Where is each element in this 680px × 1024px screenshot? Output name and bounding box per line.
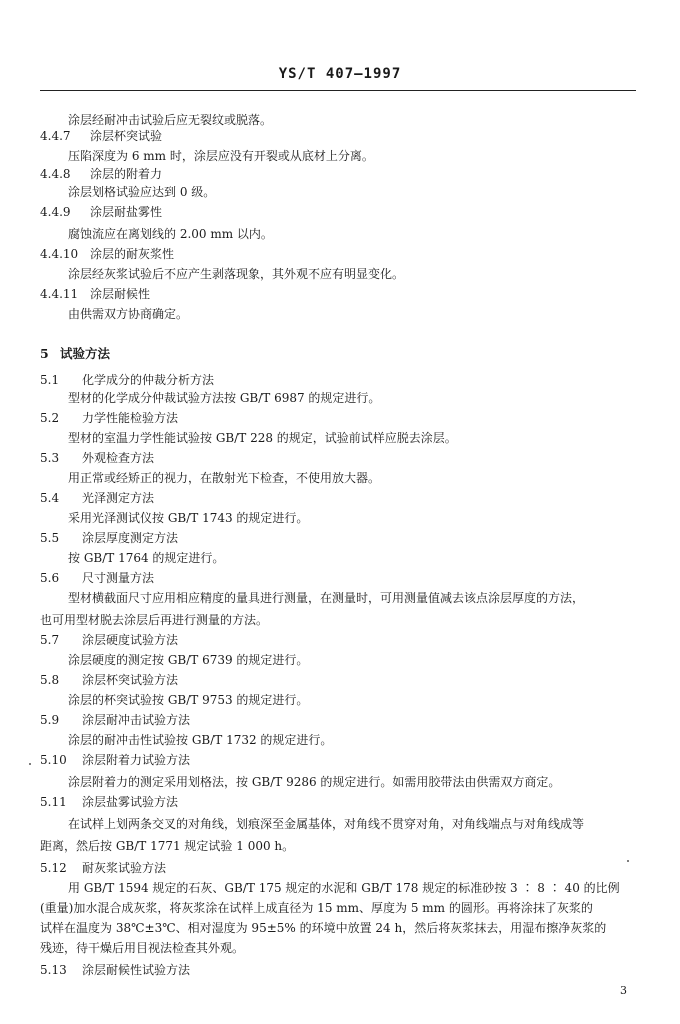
- clause-text: 型材横截面尺寸应用相应精度的量具进行测量，在测量时，可用测量值减去该点涂层厚度的方法，: [68, 591, 585, 605]
- text-line-l10: [40, 286, 150, 302]
- text-line-l35: [68, 816, 584, 832]
- clause-text: 涂层硬度试验方法: [82, 633, 179, 647]
- clause-text: 试验方法: [60, 346, 111, 361]
- text-line-l06: [40, 204, 162, 220]
- text-line-l24: [68, 590, 584, 606]
- scan-speck: [627, 860, 629, 862]
- clause-number: 5.6: [40, 571, 60, 585]
- clause-number: 4.4.7: [40, 129, 71, 143]
- text-line-l39: [40, 900, 593, 916]
- text-line-l31: [68, 732, 332, 748]
- text-line-l19: [40, 490, 154, 506]
- text-line-l22: [68, 550, 224, 566]
- clause-number: 5.2: [40, 411, 60, 425]
- clause-number: 5.10: [40, 753, 67, 767]
- clause-text: 涂层附着力试验方法: [82, 753, 191, 767]
- clause-text: 涂层耐候性试验方法: [82, 963, 191, 977]
- text-line-l21: [40, 530, 178, 546]
- text-line-l17: [40, 450, 154, 466]
- text-line-l01: [68, 112, 272, 128]
- clause-text: 型材的室温力学性能试验按 GB/T 228 的规定，试验前试样应脱去涂层。: [68, 431, 457, 445]
- text-line-l37: [40, 860, 166, 876]
- header-rule: [40, 90, 636, 91]
- text-line-l27: [68, 652, 308, 668]
- text-line-l28: [40, 672, 178, 688]
- text-line-l02: [40, 128, 162, 144]
- text-line-l26: [40, 632, 178, 648]
- clause-text: 型材的化学成分仲裁试验方法按 GB/T 6987 的规定进行。: [68, 391, 381, 405]
- text-line-l11: [68, 306, 188, 322]
- clause-text: 由供需双方协商确定。: [68, 307, 189, 321]
- text-line-l05: [68, 184, 215, 200]
- clause-text: 涂层的耐灰浆性: [90, 247, 175, 261]
- text-line-l07: [68, 226, 273, 242]
- clause-number: 4.4.10: [40, 247, 79, 261]
- text-line-l16: [68, 430, 457, 446]
- clause-text: 涂层划格试验应达到 0 级。: [68, 185, 216, 199]
- clause-text: 涂层经耐冲击试验后应无裂纹或脱落。: [68, 113, 273, 127]
- clause-text: 涂层的附着力: [90, 167, 163, 181]
- clause-text: 采用光泽测试仪按 GB/T 1743 的规定进行。: [68, 511, 309, 525]
- clause-number: 5.5: [40, 531, 60, 545]
- text-line-l38: [68, 880, 620, 896]
- text-line-l13: [40, 372, 214, 388]
- text-line-l04: [40, 166, 162, 182]
- clause-text: 压陷深度为 6 mm 时，涂层应没有开裂或从底材上分离。: [68, 149, 374, 163]
- clause-text: 涂层经灰浆试验后不应产生剥落现象，其外观不应有明显变化。: [68, 267, 405, 281]
- clause-text: 光泽测定方法: [82, 491, 155, 505]
- clause-text: 尺寸测量方法: [82, 571, 155, 585]
- clause-text: 残迹，待干燥后用目视法检查其外观。: [40, 941, 245, 955]
- text-line-l23: [40, 570, 154, 586]
- text-line-l25: [40, 612, 268, 628]
- clause-text: 耐灰浆试验方法: [82, 861, 167, 875]
- clause-text: 涂层杯突试验方法: [82, 673, 179, 687]
- clause-text: 也可用型材脱去涂层后再进行测量的方法。: [40, 613, 269, 627]
- clause-text: 化学成分的仲裁分析方法: [82, 373, 215, 387]
- clause-text: 涂层的杯突试验按 GB/T 9753 的规定进行。: [68, 693, 309, 707]
- clause-text: 距离，然后按 GB/T 1771 规定试验 1 000 h。: [40, 839, 295, 853]
- clause-number: 4.4.8: [40, 167, 71, 181]
- clause-text: 涂层厚度测定方法: [82, 531, 179, 545]
- text-line-l08: [40, 246, 174, 262]
- clause-number: 4.4.9: [40, 205, 71, 219]
- clause-number: 5.1: [40, 373, 60, 387]
- clause-text: 涂层耐冲击试验方法: [82, 713, 191, 727]
- clause-text: 涂层杯突试验: [90, 129, 163, 143]
- clause-number: 5.3: [40, 451, 60, 465]
- text-line-l18: [68, 470, 380, 486]
- clause-number: 5.13: [40, 963, 67, 977]
- clause-number: 5: [40, 346, 49, 361]
- clause-number: 5.11: [40, 795, 67, 809]
- clause-text: 涂层的耐冲击性试验按 GB/T 1732 的规定进行。: [68, 733, 333, 747]
- clause-number: 4.4.11: [40, 287, 79, 301]
- clause-number: 5.8: [40, 673, 60, 687]
- text-line-l41: [40, 940, 244, 956]
- clause-text: 在试样上划两条交叉的对角线，划痕深至金属基体，对角线不贯穿对角，对角线端点与对角线成等: [68, 817, 585, 831]
- text-line-l32: [40, 752, 190, 768]
- clause-text: 按 GB/T 1764 的规定进行。: [68, 551, 225, 565]
- text-line-l42: [40, 962, 190, 978]
- clause-text: 涂层硬度的测定按 GB/T 6739 的规定进行。: [68, 653, 309, 667]
- text-line-l33: [68, 774, 560, 790]
- clause-text: (重量)加水混合成灰浆，将灰浆涂在试样上成直径为 15 mm、厚度为 5 mm 的圆形。再将涂抹了灰浆的: [40, 901, 593, 915]
- text-line-l09: [68, 266, 404, 282]
- clause-text: 力学性能检验方法: [82, 411, 179, 425]
- clause-number: 5.12: [40, 861, 67, 875]
- clause-text: 外观检查方法: [82, 451, 155, 465]
- text-line-l14: [68, 390, 380, 406]
- text-line-l29: [68, 692, 308, 708]
- clause-text: 用 GB/T 1594 规定的石灰、GB/T 175 规定的水泥和 GB/T 178 规定的标准砂按 3 ∶ 8 ∶ 40 的比例: [68, 881, 620, 895]
- text-line-l20: [68, 510, 308, 526]
- text-line-l30: [40, 712, 190, 728]
- text-line-l03: [68, 148, 374, 164]
- text-line-l12: [40, 346, 110, 362]
- text-line-l15: [40, 410, 178, 426]
- clause-text: 涂层盐雾试验方法: [82, 795, 179, 809]
- clause-text: 涂层耐候性: [90, 287, 151, 301]
- page-header: YS/T 407—1997: [278, 66, 402, 82]
- text-line-l40: [40, 920, 606, 936]
- clause-text: 腐蚀流应在离划线的 2.00 mm 以内。: [68, 227, 273, 241]
- clause-number: 5.4: [40, 491, 60, 505]
- clause-text: 涂层耐盐雾性: [90, 205, 163, 219]
- text-line-l36: [40, 838, 294, 854]
- clause-text: 用正常或经矫正的视力，在散射光下检查，不使用放大器。: [68, 471, 381, 485]
- clause-text: 涂层附着力的测定采用划格法，按 GB/T 9286 的规定进行。如需用胶带法由供需双方商定。: [68, 775, 561, 789]
- text-line-l34: [40, 794, 178, 810]
- scan-speck: [29, 763, 31, 765]
- clause-text: 试样在温度为 38℃±3℃、相对湿度为 95±5% 的环境中放置 24 h，然后将灰浆抹去，用湿布擦净灰浆的: [40, 921, 607, 935]
- clause-number: 5.7: [40, 633, 60, 647]
- clause-number: 5.9: [40, 713, 60, 727]
- page-number: 3: [620, 984, 627, 997]
